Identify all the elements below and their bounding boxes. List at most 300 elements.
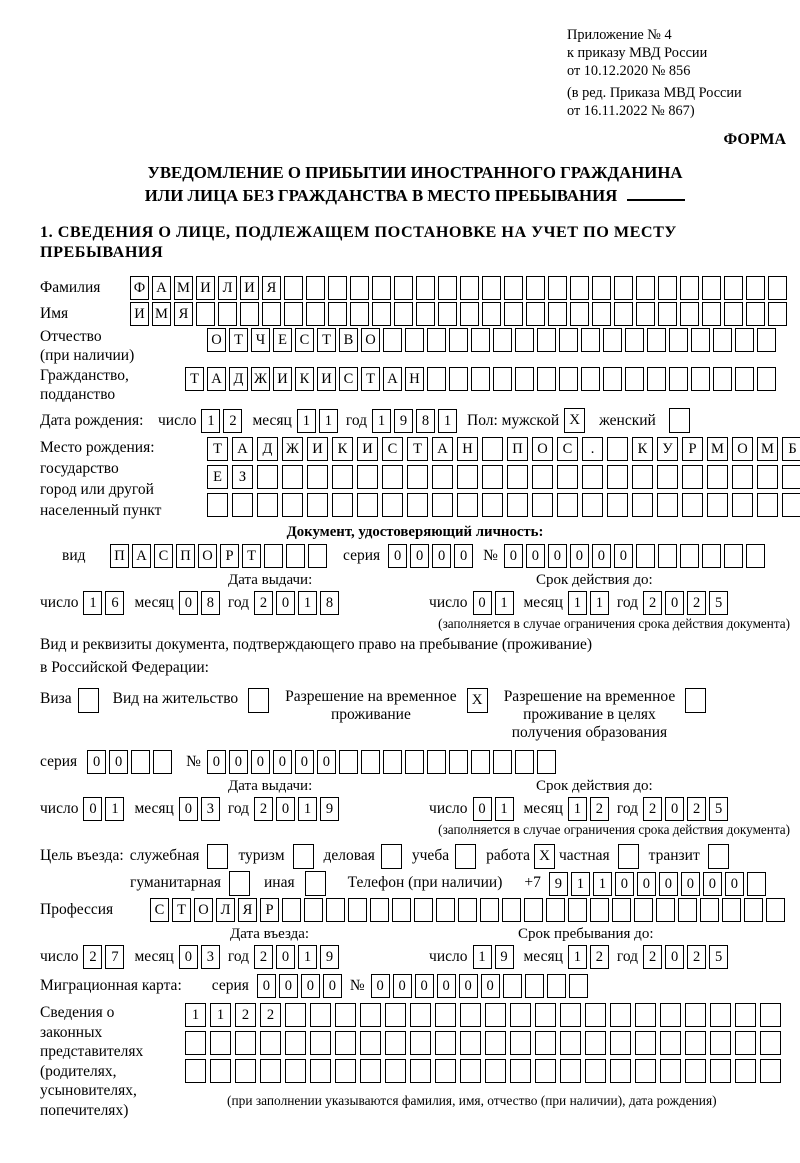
char-box[interactable]: 2 bbox=[590, 945, 609, 969]
char-box[interactable] bbox=[285, 1031, 306, 1055]
char-box[interactable] bbox=[407, 465, 428, 489]
char-box[interactable] bbox=[682, 465, 703, 489]
char-box[interactable] bbox=[724, 276, 743, 300]
char-box[interactable]: 1 bbox=[297, 409, 316, 433]
char-box[interactable] bbox=[515, 328, 534, 352]
char-box[interactable]: 0 bbox=[323, 974, 342, 998]
char-box[interactable]: . bbox=[582, 437, 603, 461]
char-box[interactable] bbox=[724, 302, 743, 326]
char-box[interactable] bbox=[502, 898, 521, 922]
char-box[interactable]: 0 bbox=[317, 750, 336, 774]
char-box[interactable] bbox=[710, 1003, 731, 1027]
char-box[interactable]: Н bbox=[457, 437, 478, 461]
char-box[interactable] bbox=[560, 1059, 581, 1083]
char-box[interactable]: 2 bbox=[643, 945, 662, 969]
char-box[interactable]: 1 bbox=[210, 1003, 231, 1027]
char-box[interactable]: 1 bbox=[568, 945, 587, 969]
char-box[interactable] bbox=[560, 1003, 581, 1027]
char-box[interactable]: И bbox=[196, 276, 215, 300]
char-box[interactable] bbox=[757, 493, 778, 517]
char-box[interactable] bbox=[360, 1059, 381, 1083]
char-box[interactable] bbox=[286, 544, 305, 568]
char-box[interactable] bbox=[537, 750, 556, 774]
char-box[interactable] bbox=[372, 276, 391, 300]
char-box[interactable] bbox=[614, 302, 633, 326]
char-box[interactable]: 2 bbox=[83, 945, 102, 969]
char-box[interactable] bbox=[328, 276, 347, 300]
char-box[interactable]: 0 bbox=[592, 544, 611, 568]
char-box[interactable]: 2 bbox=[223, 409, 242, 433]
char-box[interactable] bbox=[585, 1031, 606, 1055]
char-box[interactable] bbox=[680, 302, 699, 326]
char-box[interactable]: 0 bbox=[279, 974, 298, 998]
char-box[interactable] bbox=[382, 493, 403, 517]
char-box[interactable] bbox=[735, 328, 754, 352]
char-box[interactable] bbox=[360, 1031, 381, 1055]
char-box[interactable] bbox=[636, 302, 655, 326]
female-checkbox[interactable] bbox=[669, 408, 690, 433]
char-box[interactable] bbox=[510, 1059, 531, 1083]
char-box[interactable] bbox=[702, 276, 721, 300]
char-box[interactable]: М bbox=[757, 437, 778, 461]
char-box[interactable]: Д bbox=[229, 367, 248, 391]
char-box[interactable] bbox=[460, 276, 479, 300]
char-box[interactable] bbox=[405, 328, 424, 352]
char-box[interactable] bbox=[732, 493, 753, 517]
char-box[interactable] bbox=[768, 276, 787, 300]
char-box[interactable]: С bbox=[295, 328, 314, 352]
char-box[interactable] bbox=[335, 1031, 356, 1055]
char-box[interactable]: 9 bbox=[549, 872, 568, 896]
char-box[interactable] bbox=[504, 302, 523, 326]
char-box[interactable]: Н bbox=[405, 367, 424, 391]
char-box[interactable] bbox=[603, 367, 622, 391]
char-box[interactable] bbox=[607, 465, 628, 489]
char-box[interactable] bbox=[669, 328, 688, 352]
char-box[interactable] bbox=[507, 465, 528, 489]
char-box[interactable]: Т bbox=[407, 437, 428, 461]
char-box[interactable]: 2 bbox=[643, 797, 662, 821]
char-box[interactable] bbox=[383, 750, 402, 774]
char-box[interactable] bbox=[457, 493, 478, 517]
char-box[interactable] bbox=[746, 302, 765, 326]
char-box[interactable] bbox=[766, 898, 785, 922]
char-box[interactable] bbox=[625, 367, 644, 391]
char-box[interactable]: 9 bbox=[320, 797, 339, 821]
char-box[interactable] bbox=[560, 1031, 581, 1055]
char-box[interactable] bbox=[635, 1003, 656, 1027]
char-box[interactable]: Р bbox=[220, 544, 239, 568]
char-box[interactable] bbox=[504, 276, 523, 300]
char-box[interactable]: К bbox=[295, 367, 314, 391]
purpose-work-checkbox[interactable]: X bbox=[534, 844, 555, 869]
char-box[interactable] bbox=[535, 1031, 556, 1055]
char-box[interactable]: 2 bbox=[254, 945, 273, 969]
char-box[interactable]: 2 bbox=[590, 797, 609, 821]
char-box[interactable] bbox=[603, 328, 622, 352]
char-box[interactable] bbox=[485, 1003, 506, 1027]
char-box[interactable] bbox=[503, 974, 522, 998]
char-box[interactable]: О bbox=[532, 437, 553, 461]
char-box[interactable] bbox=[760, 1059, 781, 1083]
char-box[interactable]: Р bbox=[260, 898, 279, 922]
char-box[interactable]: 0 bbox=[415, 974, 434, 998]
char-box[interactable]: А bbox=[232, 437, 253, 461]
char-box[interactable] bbox=[547, 974, 566, 998]
char-box[interactable]: К bbox=[332, 437, 353, 461]
char-box[interactable] bbox=[262, 302, 281, 326]
char-box[interactable]: 0 bbox=[637, 872, 656, 896]
char-box[interactable] bbox=[735, 1003, 756, 1027]
char-box[interactable]: Т bbox=[242, 544, 261, 568]
char-box[interactable] bbox=[685, 1031, 706, 1055]
char-box[interactable] bbox=[610, 1059, 631, 1083]
char-box[interactable]: П bbox=[110, 544, 129, 568]
char-box[interactable]: 0 bbox=[179, 591, 198, 615]
char-box[interactable] bbox=[414, 898, 433, 922]
char-box[interactable]: 0 bbox=[273, 750, 292, 774]
char-box[interactable]: И bbox=[317, 367, 336, 391]
char-box[interactable] bbox=[235, 1059, 256, 1083]
char-box[interactable] bbox=[744, 898, 763, 922]
char-box[interactable] bbox=[548, 276, 567, 300]
char-box[interactable] bbox=[372, 302, 391, 326]
char-box[interactable] bbox=[537, 328, 556, 352]
char-box[interactable] bbox=[570, 276, 589, 300]
char-box[interactable] bbox=[339, 750, 358, 774]
char-box[interactable] bbox=[685, 1003, 706, 1027]
char-box[interactable] bbox=[449, 328, 468, 352]
char-box[interactable] bbox=[702, 544, 721, 568]
char-box[interactable] bbox=[410, 1031, 431, 1055]
char-box[interactable]: 0 bbox=[504, 544, 523, 568]
char-box[interactable] bbox=[610, 1031, 631, 1055]
char-box[interactable]: 0 bbox=[481, 974, 500, 998]
char-box[interactable]: 1 bbox=[438, 409, 457, 433]
char-box[interactable]: 0 bbox=[87, 750, 106, 774]
char-box[interactable] bbox=[385, 1003, 406, 1027]
char-box[interactable] bbox=[710, 1031, 731, 1055]
char-box[interactable]: А bbox=[152, 276, 171, 300]
char-box[interactable]: 0 bbox=[276, 945, 295, 969]
char-box[interactable]: 0 bbox=[665, 797, 684, 821]
char-box[interactable]: О bbox=[194, 898, 213, 922]
char-box[interactable] bbox=[537, 367, 556, 391]
char-box[interactable] bbox=[332, 465, 353, 489]
char-box[interactable] bbox=[532, 465, 553, 489]
char-box[interactable] bbox=[218, 302, 237, 326]
char-box[interactable]: А bbox=[132, 544, 151, 568]
char-box[interactable]: 5 bbox=[709, 797, 728, 821]
char-box[interactable]: 0 bbox=[276, 797, 295, 821]
char-box[interactable] bbox=[548, 302, 567, 326]
char-box[interactable] bbox=[460, 1059, 481, 1083]
char-box[interactable] bbox=[482, 437, 503, 461]
char-box[interactable] bbox=[471, 750, 490, 774]
char-box[interactable] bbox=[432, 465, 453, 489]
char-box[interactable] bbox=[691, 328, 710, 352]
char-box[interactable] bbox=[185, 1059, 206, 1083]
char-box[interactable]: О bbox=[198, 544, 217, 568]
char-box[interactable] bbox=[582, 493, 603, 517]
char-box[interactable] bbox=[185, 1031, 206, 1055]
char-box[interactable] bbox=[232, 493, 253, 517]
char-box[interactable]: 1 bbox=[298, 591, 317, 615]
char-box[interactable]: Я bbox=[238, 898, 257, 922]
char-box[interactable]: 1 bbox=[571, 872, 590, 896]
char-box[interactable]: Ж bbox=[282, 437, 303, 461]
char-box[interactable] bbox=[392, 898, 411, 922]
char-box[interactable] bbox=[284, 302, 303, 326]
char-box[interactable]: 1 bbox=[590, 591, 609, 615]
char-box[interactable] bbox=[657, 493, 678, 517]
char-box[interactable] bbox=[493, 367, 512, 391]
char-box[interactable] bbox=[660, 1059, 681, 1083]
char-box[interactable] bbox=[647, 367, 666, 391]
char-box[interactable] bbox=[449, 750, 468, 774]
char-box[interactable]: 0 bbox=[459, 974, 478, 998]
char-box[interactable]: М bbox=[707, 437, 728, 461]
char-box[interactable] bbox=[700, 898, 719, 922]
char-box[interactable] bbox=[515, 367, 534, 391]
char-box[interactable] bbox=[535, 1059, 556, 1083]
char-box[interactable]: О bbox=[207, 328, 226, 352]
char-box[interactable]: Ч bbox=[251, 328, 270, 352]
char-box[interactable] bbox=[210, 1059, 231, 1083]
char-box[interactable] bbox=[360, 1003, 381, 1027]
char-box[interactable]: Ф bbox=[130, 276, 149, 300]
char-box[interactable] bbox=[557, 465, 578, 489]
char-box[interactable]: 2 bbox=[687, 945, 706, 969]
char-box[interactable] bbox=[449, 367, 468, 391]
char-box[interactable] bbox=[582, 465, 603, 489]
char-box[interactable] bbox=[335, 1059, 356, 1083]
char-box[interactable]: 1 bbox=[372, 409, 391, 433]
char-box[interactable] bbox=[590, 898, 609, 922]
char-box[interactable] bbox=[235, 1031, 256, 1055]
char-box[interactable]: И bbox=[357, 437, 378, 461]
char-box[interactable]: У bbox=[657, 437, 678, 461]
char-box[interactable] bbox=[524, 898, 543, 922]
char-box[interactable]: Я bbox=[174, 302, 193, 326]
char-box[interactable]: 0 bbox=[659, 872, 678, 896]
char-box[interactable] bbox=[416, 302, 435, 326]
char-box[interactable]: А bbox=[432, 437, 453, 461]
char-box[interactable] bbox=[153, 750, 172, 774]
char-box[interactable] bbox=[635, 1059, 656, 1083]
char-box[interactable]: А bbox=[383, 367, 402, 391]
char-box[interactable] bbox=[757, 328, 776, 352]
char-box[interactable] bbox=[435, 1031, 456, 1055]
purpose-other-checkbox[interactable] bbox=[305, 871, 326, 896]
char-box[interactable]: 0 bbox=[548, 544, 567, 568]
char-box[interactable] bbox=[732, 465, 753, 489]
purpose-transit-checkbox[interactable] bbox=[708, 844, 729, 869]
char-box[interactable]: 0 bbox=[665, 945, 684, 969]
char-box[interactable]: 0 bbox=[473, 797, 492, 821]
char-box[interactable] bbox=[546, 898, 565, 922]
char-box[interactable]: 1 bbox=[568, 797, 587, 821]
char-box[interactable]: Я bbox=[262, 276, 281, 300]
char-box[interactable] bbox=[678, 898, 697, 922]
char-box[interactable]: 0 bbox=[454, 544, 473, 568]
purpose-humanitarian-checkbox[interactable] bbox=[229, 871, 250, 896]
char-box[interactable]: 1 bbox=[495, 591, 514, 615]
char-box[interactable] bbox=[493, 328, 512, 352]
char-box[interactable] bbox=[735, 1059, 756, 1083]
char-box[interactable] bbox=[410, 1003, 431, 1027]
char-box[interactable]: С bbox=[150, 898, 169, 922]
char-box[interactable] bbox=[307, 465, 328, 489]
char-box[interactable]: 0 bbox=[681, 872, 700, 896]
char-box[interactable] bbox=[326, 898, 345, 922]
char-box[interactable] bbox=[482, 276, 501, 300]
char-box[interactable] bbox=[702, 302, 721, 326]
char-box[interactable]: В bbox=[339, 328, 358, 352]
char-box[interactable]: С bbox=[382, 437, 403, 461]
char-box[interactable] bbox=[634, 898, 653, 922]
char-box[interactable] bbox=[438, 302, 457, 326]
char-box[interactable] bbox=[658, 302, 677, 326]
char-box[interactable]: Р bbox=[682, 437, 703, 461]
char-box[interactable] bbox=[682, 493, 703, 517]
char-box[interactable] bbox=[746, 544, 765, 568]
char-box[interactable] bbox=[306, 302, 325, 326]
purpose-private-checkbox[interactable] bbox=[618, 844, 639, 869]
char-box[interactable]: 5 bbox=[709, 591, 728, 615]
char-box[interactable] bbox=[458, 898, 477, 922]
char-box[interactable]: 1 bbox=[201, 409, 220, 433]
char-box[interactable]: П bbox=[176, 544, 195, 568]
char-box[interactable] bbox=[713, 328, 732, 352]
char-box[interactable] bbox=[510, 1031, 531, 1055]
char-box[interactable] bbox=[435, 1059, 456, 1083]
char-box[interactable] bbox=[760, 1003, 781, 1027]
purpose-official-checkbox[interactable] bbox=[207, 844, 228, 869]
char-box[interactable]: 3 bbox=[201, 945, 220, 969]
char-box[interactable] bbox=[310, 1059, 331, 1083]
char-box[interactable] bbox=[782, 493, 800, 517]
char-box[interactable] bbox=[131, 750, 150, 774]
char-box[interactable]: М bbox=[152, 302, 171, 326]
char-box[interactable] bbox=[427, 750, 446, 774]
residence-permit-checkbox[interactable] bbox=[248, 688, 269, 713]
char-box[interactable] bbox=[257, 493, 278, 517]
char-box[interactable] bbox=[332, 493, 353, 517]
char-box[interactable] bbox=[625, 328, 644, 352]
char-box[interactable] bbox=[335, 1003, 356, 1027]
char-box[interactable] bbox=[260, 1031, 281, 1055]
char-box[interactable] bbox=[710, 1059, 731, 1083]
char-box[interactable] bbox=[658, 276, 677, 300]
char-box[interactable] bbox=[660, 1031, 681, 1055]
char-box[interactable] bbox=[658, 544, 677, 568]
char-box[interactable]: 0 bbox=[179, 797, 198, 821]
char-box[interactable] bbox=[480, 898, 499, 922]
char-box[interactable] bbox=[632, 493, 653, 517]
char-box[interactable] bbox=[471, 367, 490, 391]
char-box[interactable]: 1 bbox=[105, 797, 124, 821]
char-box[interactable] bbox=[416, 276, 435, 300]
char-box[interactable]: 0 bbox=[229, 750, 248, 774]
char-box[interactable] bbox=[607, 437, 628, 461]
char-box[interactable] bbox=[559, 367, 578, 391]
char-box[interactable]: 9 bbox=[495, 945, 514, 969]
char-box[interactable] bbox=[747, 872, 766, 896]
char-box[interactable] bbox=[482, 465, 503, 489]
char-box[interactable] bbox=[385, 1059, 406, 1083]
char-box[interactable]: 0 bbox=[257, 974, 276, 998]
char-box[interactable] bbox=[284, 276, 303, 300]
char-box[interactable] bbox=[724, 544, 743, 568]
char-box[interactable]: 2 bbox=[687, 591, 706, 615]
char-box[interactable] bbox=[427, 367, 446, 391]
char-box[interactable]: 2 bbox=[260, 1003, 281, 1027]
char-box[interactable] bbox=[196, 302, 215, 326]
char-box[interactable] bbox=[427, 328, 446, 352]
char-box[interactable]: Л bbox=[218, 276, 237, 300]
char-box[interactable] bbox=[760, 1031, 781, 1055]
char-box[interactable]: 8 bbox=[201, 591, 220, 615]
char-box[interactable] bbox=[285, 1003, 306, 1027]
char-box[interactable] bbox=[585, 1059, 606, 1083]
char-box[interactable] bbox=[612, 898, 631, 922]
char-box[interactable]: 0 bbox=[703, 872, 722, 896]
char-box[interactable] bbox=[357, 493, 378, 517]
char-box[interactable]: И bbox=[273, 367, 292, 391]
char-box[interactable]: 0 bbox=[109, 750, 128, 774]
char-box[interactable] bbox=[285, 1059, 306, 1083]
char-box[interactable]: 0 bbox=[393, 974, 412, 998]
char-box[interactable]: А bbox=[207, 367, 226, 391]
char-box[interactable]: 9 bbox=[394, 409, 413, 433]
char-box[interactable]: 0 bbox=[301, 974, 320, 998]
char-box[interactable]: 0 bbox=[410, 544, 429, 568]
char-box[interactable]: Л bbox=[216, 898, 235, 922]
char-box[interactable] bbox=[257, 465, 278, 489]
char-box[interactable]: Т bbox=[361, 367, 380, 391]
char-box[interactable]: 1 bbox=[298, 945, 317, 969]
char-box[interactable] bbox=[636, 276, 655, 300]
char-box[interactable]: 0 bbox=[276, 591, 295, 615]
char-box[interactable] bbox=[581, 367, 600, 391]
char-box[interactable] bbox=[757, 367, 776, 391]
char-box[interactable] bbox=[768, 302, 787, 326]
char-box[interactable] bbox=[370, 898, 389, 922]
char-box[interactable]: 1 bbox=[495, 797, 514, 821]
char-box[interactable] bbox=[746, 276, 765, 300]
char-box[interactable] bbox=[240, 302, 259, 326]
char-box[interactable]: 1 bbox=[473, 945, 492, 969]
char-box[interactable]: 0 bbox=[437, 974, 456, 998]
char-box[interactable]: 0 bbox=[295, 750, 314, 774]
char-box[interactable] bbox=[394, 276, 413, 300]
char-box[interactable] bbox=[660, 1003, 681, 1027]
char-box[interactable] bbox=[310, 1031, 331, 1055]
char-box[interactable] bbox=[557, 493, 578, 517]
char-box[interactable] bbox=[735, 367, 754, 391]
char-box[interactable] bbox=[707, 493, 728, 517]
char-box[interactable]: О bbox=[361, 328, 380, 352]
char-box[interactable]: М bbox=[174, 276, 193, 300]
char-box[interactable] bbox=[308, 544, 327, 568]
char-box[interactable]: 1 bbox=[593, 872, 612, 896]
char-box[interactable] bbox=[722, 898, 741, 922]
male-checkbox[interactable]: X bbox=[564, 408, 585, 433]
char-box[interactable]: 1 bbox=[83, 591, 102, 615]
char-box[interactable] bbox=[526, 302, 545, 326]
char-box[interactable] bbox=[310, 1003, 331, 1027]
